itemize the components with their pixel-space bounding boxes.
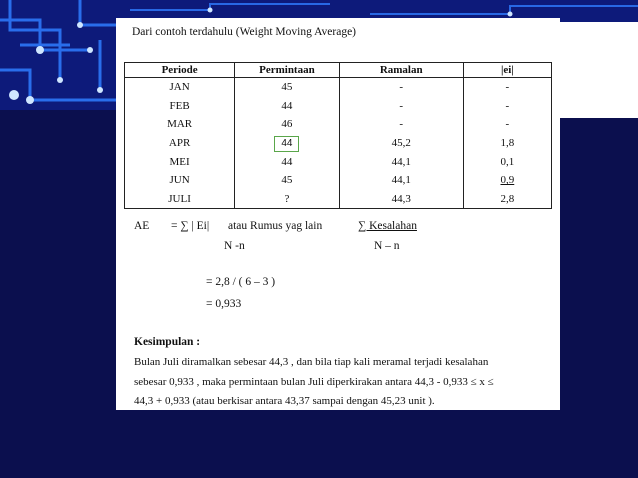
right-white-panel: [560, 22, 638, 118]
cell-permintaan: 44: [235, 152, 339, 171]
cell-ramalan: 44,3: [339, 190, 463, 209]
table-row: [125, 152, 552, 171]
forecast-table: [124, 62, 552, 209]
conclusion-title: Kesimpulan :: [134, 336, 201, 348]
table-header-row: [125, 63, 552, 78]
conclusion-line-1: Bulan Juli diramalkan sebesar 44,3 , dan bila tiap kali meramal terjadi kesalahan: [134, 356, 489, 368]
table-row: [125, 134, 552, 153]
cell-ramalan: 45,2: [339, 134, 463, 153]
cell-error: -: [463, 78, 551, 97]
column-header-permintaan: Permintaan: [235, 63, 339, 78]
alt-formula-numerator: ∑ Kesalahan: [358, 220, 417, 232]
document-page: [116, 18, 560, 410]
conclusion-line-3: 44,3 + 0,933 (atau berkisar antara 43,37 sampai dengan 45,23 unit ).: [134, 395, 435, 407]
table-row: [125, 115, 552, 134]
cell-periode: JUN: [125, 171, 235, 190]
cell-permintaan: [235, 134, 339, 153]
ae-denominator: N -n: [224, 240, 245, 252]
ae-expression: = ∑ | Ei|: [171, 220, 210, 232]
cell-permintaan: ?: [235, 190, 339, 209]
ae-label: AE: [134, 220, 150, 232]
highlighted-value-box: 44: [274, 136, 299, 152]
cell-periode: APR: [125, 134, 235, 153]
cell-permintaan: 46: [235, 115, 339, 134]
table-row: [125, 171, 552, 190]
document-title: Dari contoh terdahulu (Weight Moving Average): [132, 26, 357, 38]
cell-error: -: [463, 97, 551, 116]
column-header-periode: Periode: [125, 63, 235, 78]
cell-periode: FEB: [125, 97, 235, 116]
conclusion-line-2: sebesar 0,933 , maka permintaan bulan Juli diperkirakan antara 44,3 - 0,933 ≤ x ≤: [134, 376, 494, 388]
cell-ramalan: -: [339, 97, 463, 116]
cell-permintaan: 44: [235, 97, 339, 116]
cell-permintaan: 45: [235, 78, 339, 97]
table-row: [125, 190, 552, 209]
calculation-step-1: = 2,8 / ( 6 – 3 ): [206, 276, 276, 288]
calculation-step-2: = 0,933: [206, 298, 242, 310]
column-header-error: |ei|: [463, 63, 551, 78]
circuit-board-decoration: [0, 0, 130, 110]
cell-ramalan: -: [339, 115, 463, 134]
cell-error: [463, 171, 551, 190]
cell-error: 2,8: [463, 190, 551, 209]
cell-ramalan: 44,1: [339, 171, 463, 190]
cell-periode: JULI: [125, 190, 235, 209]
table-row: [125, 97, 552, 116]
cell-ramalan: 44,1: [339, 152, 463, 171]
cell-periode: MAR: [125, 115, 235, 134]
circuit-pattern-icon: [0, 0, 130, 110]
alt-formula-denominator: N – n: [374, 240, 400, 252]
column-header-ramalan: Ramalan: [339, 63, 463, 78]
cell-error: -: [463, 115, 551, 134]
cell-periode: JAN: [125, 78, 235, 97]
cell-ramalan: -: [339, 78, 463, 97]
underlined-error-value: 0,9: [500, 174, 515, 187]
cell-error: 1,8: [463, 134, 551, 153]
cell-permintaan: 45: [235, 171, 339, 190]
table-row: [125, 78, 552, 97]
alternative-formula-label: atau Rumus yag lain: [228, 220, 323, 232]
cell-periode: MEI: [125, 152, 235, 171]
cell-error: 0,1: [463, 152, 551, 171]
